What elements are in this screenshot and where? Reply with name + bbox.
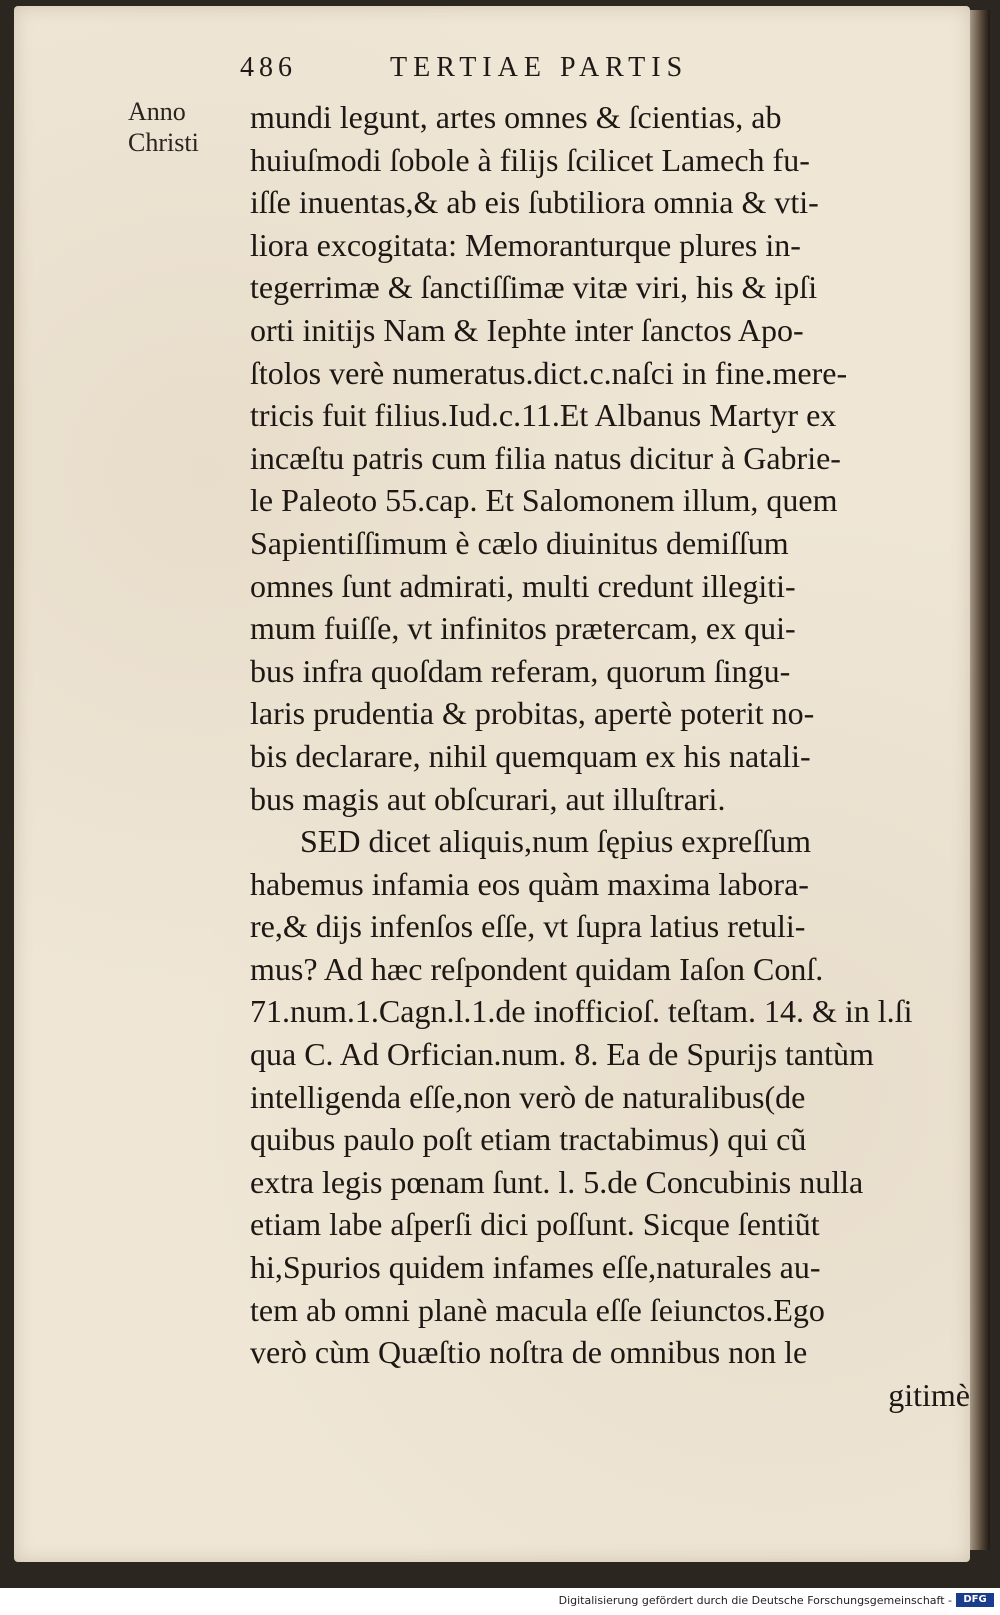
text-line: orti initijs Nam & Iephte inter ſanctos Apo- [250, 311, 804, 348]
text-line: liora excogitata: Memoranturque plures in- [250, 226, 801, 263]
text-line: verò cùm Quæſtio noſtra de omnibus non le [250, 1334, 808, 1371]
margin-note-line: Christi [128, 128, 199, 157]
digitization-credit: Digitalisierung gefördert durch die Deutsche Forschungsgemeinschaft - [558, 1594, 952, 1607]
text-line: bus magis aut obſcurari, aut illuſtrari. [250, 780, 726, 817]
dfg-logo: DFG [956, 1593, 994, 1607]
text-line: hi,Spurios quidem infames eſſe,naturales au- [250, 1249, 821, 1286]
text-line: extra legis pœnam ſunt. l. 5.de Concubinis nulla [250, 1163, 864, 1200]
text-line: quibus paulo poſt etiam tractabimus) qui cũ [250, 1121, 807, 1158]
text-line: SED dicet aliquis,num ſępius expreſſum [300, 823, 812, 860]
text-line: 71.num.1.Cagn.l.1.de inofficioſ. teſtam. 14. & in l.ſi [250, 993, 913, 1030]
text-line: mus? Ad hæc reſpondent quidam Iaſon Conſ. [250, 950, 824, 987]
text-line: huiuſmodi ſobole à filijs ſcilicet Lamech fu- [250, 141, 810, 178]
text-line: gitimè [888, 1376, 970, 1413]
page-number: 486 [240, 52, 297, 83]
text-line: mum fuiſſe, vt infinitos prætercam, ex qui- [250, 610, 796, 647]
body-text [250, 96, 970, 1416]
page-header [240, 52, 940, 92]
text-line: qua C. Ad Orfician.num. 8. Ea de Spurijs tantùm [250, 1036, 874, 1073]
text-line: iſſe inuentas,& ab eis ſubtiliora omnia & vti- [250, 184, 819, 221]
text-line: habemus infamia eos quàm maxima labora- [250, 865, 809, 902]
text-line: tegerrimæ & ſanctiſſimæ vitæ viri, his & ipſi [250, 269, 818, 306]
text-line: bus infra quoſdam referam, quorum ſingu- [250, 652, 791, 689]
text-line: laris prudentia & probitas, apertè poterit no- [250, 695, 815, 732]
text-line: etiam labe aſperſi dici poſſunt. Sicque ſentiũt [250, 1206, 820, 1243]
margin-note-line: Anno [128, 97, 186, 126]
text-line: bis declarare, nihil quemquam ex his natali- [250, 737, 811, 774]
text-line: le Paleoto 55.cap. Et Salomonem illum, quem [250, 482, 838, 519]
text-line: incæſtu patris cum filia natus dicitur à Gabrie- [250, 439, 841, 476]
text-line: mundi legunt, artes omnes & ſcientias, ab [250, 99, 782, 135]
text-line: omnes ſunt admirati, multi credunt illegiti- [250, 567, 796, 604]
text-line: ſtolos verè numeratus.dict.c.naſci in fine.mere- [250, 354, 848, 391]
text-line: re,& dijs infenſos eſſe, vt ſupra latius retuli- [250, 908, 806, 945]
running-title: TERTIAE PARTIS [390, 52, 689, 83]
text-line: tem ab omni planè macula eſſe ſeiunctos.Ego [250, 1291, 825, 1328]
margin-note [128, 96, 238, 158]
text-line: intelligenda eſſe,non verò de naturalibus(de [250, 1078, 806, 1115]
text-line: Sapientiſſimum è cælo diuinitus demiſſum [250, 524, 789, 561]
text-line: tricis fuit filius.Iud.c.11.Et Albanus Martyr ex [250, 397, 837, 434]
